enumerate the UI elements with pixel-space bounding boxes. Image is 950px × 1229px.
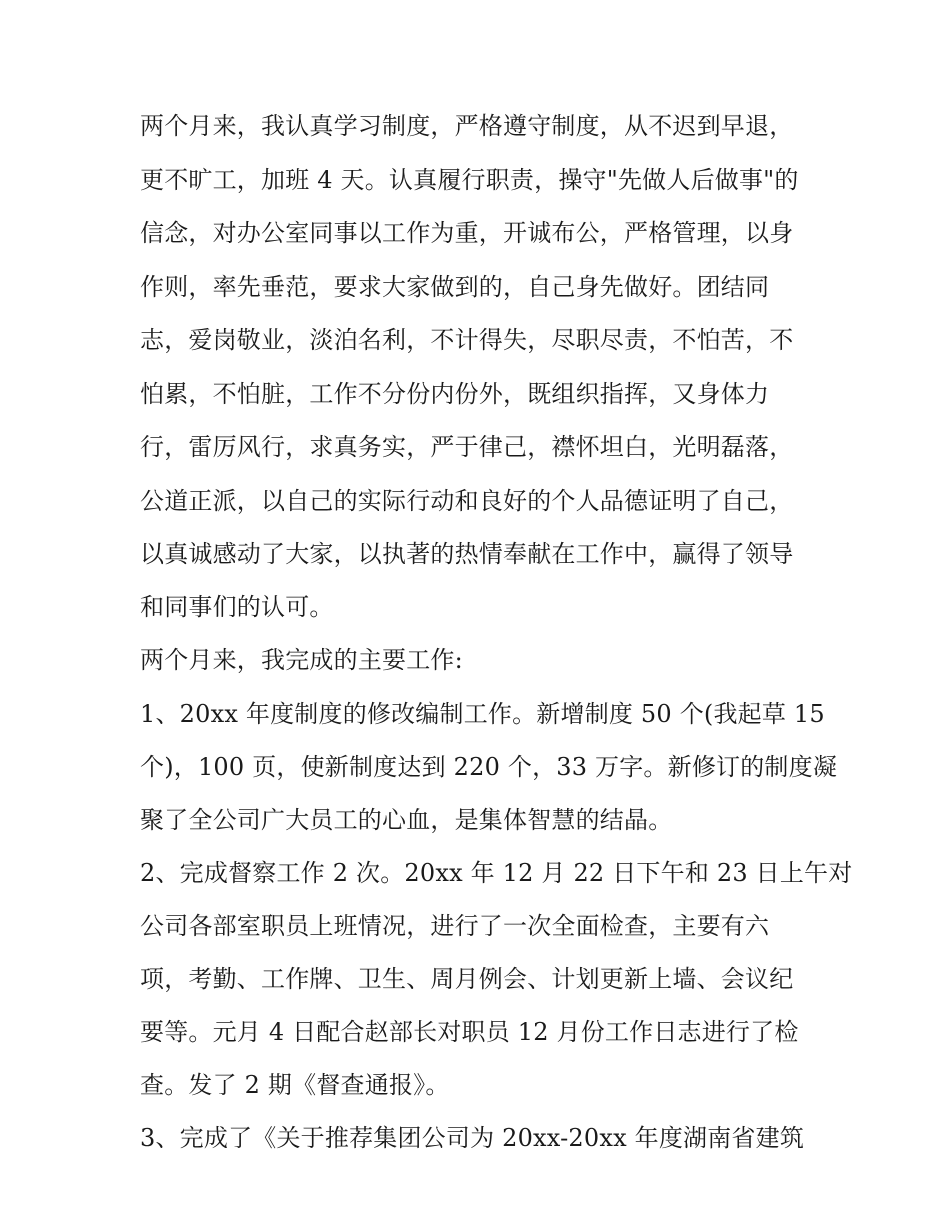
text-line: 个)，100 页，使新制度达到 220 个，33 万字。新修订的制度凝 [140, 753, 838, 781]
text-line: 两个月来，我完成的主要工作: [140, 646, 463, 674]
text-line: 项，考勤、工作牌、卫生、周月例会、计划更新上墙、会议纪 [140, 965, 794, 993]
text-line: 两个月来，我认真学习制度，严格遵守制度，从不迟到早退， [140, 112, 794, 140]
text-line: 志，爱岗敬业，淡泊名利，不计得失，尽职尽责，不怕苦，不 [140, 326, 794, 354]
text-line: 公道正派，以自己的实际行动和良好的个人品德证明了自己， [140, 487, 794, 515]
text-line: 聚了全公司广大员工的心血，是集体智慧的结晶。 [140, 806, 673, 834]
text-line: 怕累，不怕脏，工作不分份内份外，既组织指挥，又身体力 [140, 380, 770, 408]
text-line: 要等。元月 4 日配合赵部长对职员 12 月份工作日志进行了检 [140, 1018, 799, 1046]
text-line: 1、20xx 年度制度的修改编制工作。新增制度 50 个(我起草 15 [140, 700, 825, 728]
text-line: 查。发了 2 期《督查通报》。 [140, 1071, 450, 1099]
text-line: 2、完成督察工作 2 次。20xx 年 12 月 22 日下午和 23 日上午对 [140, 859, 853, 887]
text-line: 作则，率先垂范，要求大家做到的，自己身先做好。团结同 [140, 273, 770, 301]
text-line: 信念，对办公室同事以工作为重，开诚布公，严格管理，以身 [140, 219, 794, 247]
text-line: 3、完成了《关于推荐集团公司为 20xx-20xx 年度湖南省建筑 [140, 1124, 805, 1152]
text-line: 行，雷厉风行，求真务实，严于律己，襟怀坦白，光明磊落， [140, 433, 794, 461]
text-line: 以真诚感动了大家，以执著的热情奉献在工作中，赢得了领导 [140, 540, 794, 568]
text-line: 更不旷工，加班 4 天。认真履行职责，操守"先做人后做事"的 [140, 166, 799, 194]
text-line: 公司各部室职员上班情况，进行了一次全面检查，主要有六 [140, 912, 770, 940]
text-line: 和同事们的认可。 [140, 593, 334, 621]
